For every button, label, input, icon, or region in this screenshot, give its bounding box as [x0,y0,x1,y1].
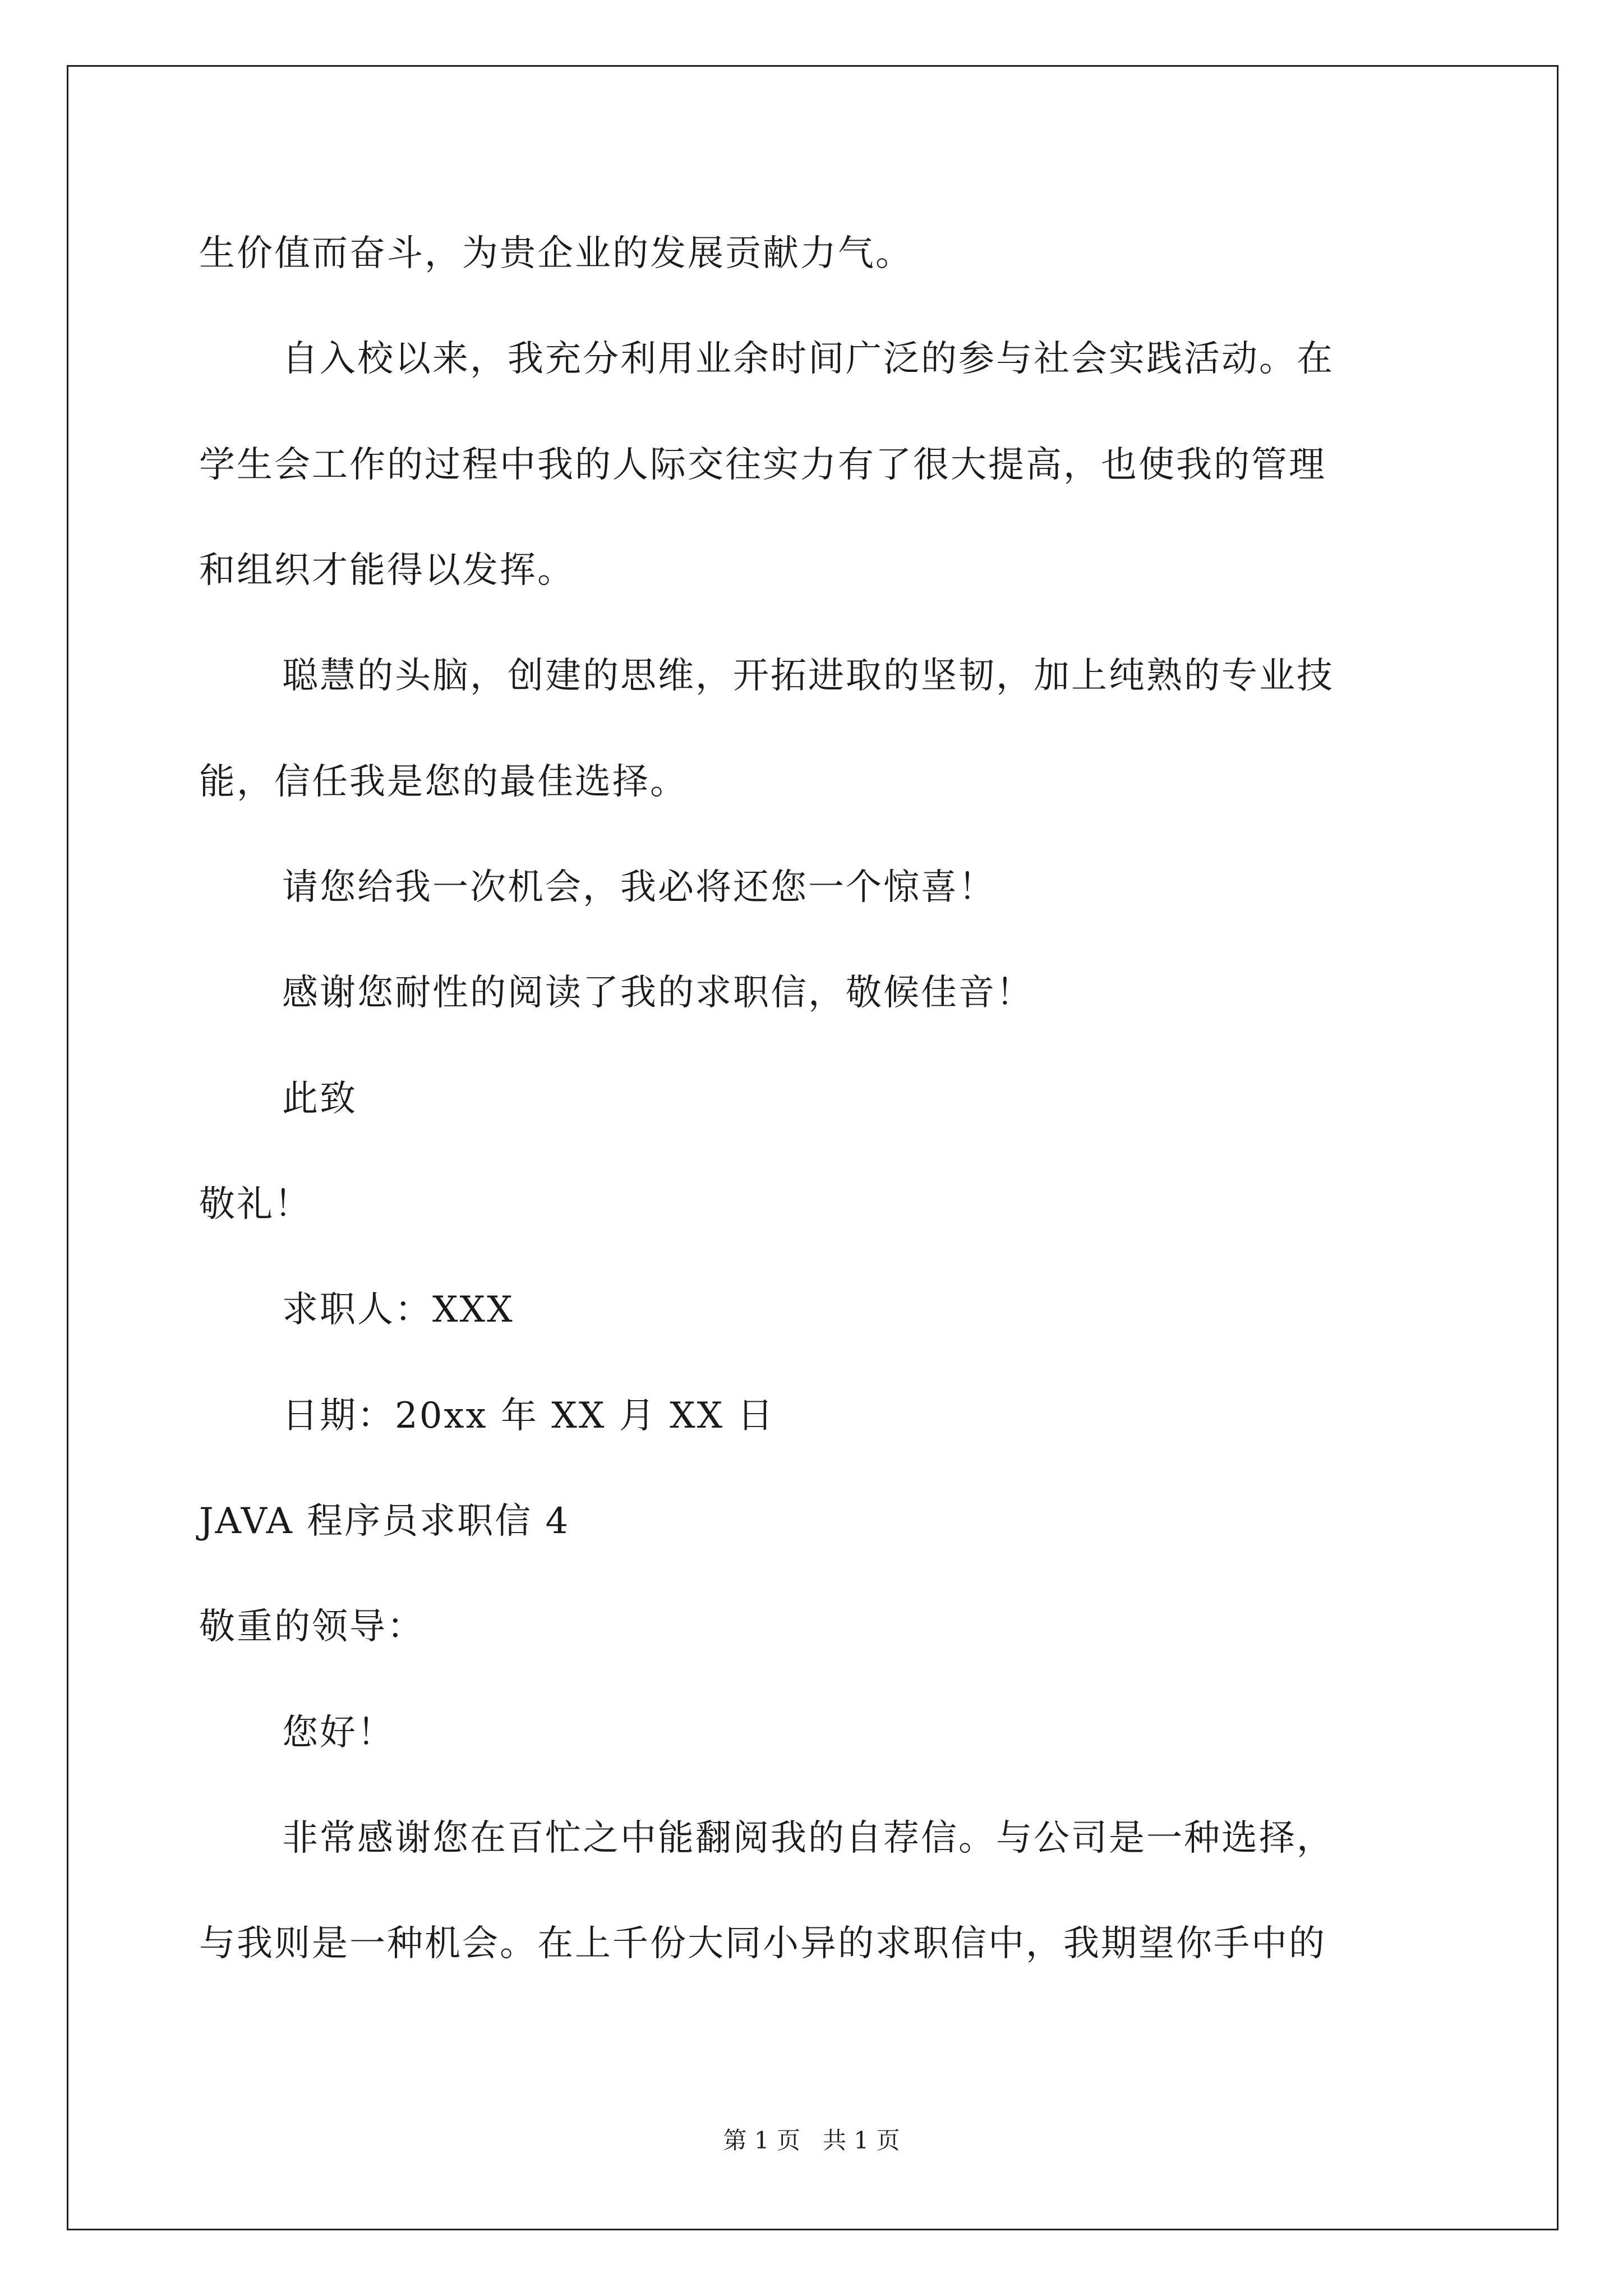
page-number: 第 1 页 共 1 页 [723,2127,900,2154]
text-line: 敬重的领导： [199,1606,425,1648]
page-frame [67,65,1559,2230]
text-line: 非常感谢您在百忙之中能翻阅我的自荐信。与公司是一种选择， [282,1818,1334,1859]
text-line: 敬礼！ [199,1184,312,1225]
text-line: 学生会工作的过程中我的人际交往实力有了很大提高，也使我的管理 [199,444,1326,486]
text-line: 生价值而奋斗，为贵企业的发展贡献力气。 [199,233,913,274]
text-line: 求职人：XXX [282,1289,514,1331]
text-line: 此致 [282,1078,357,1120]
text-line: 请您给我一次机会，我必将还您一个惊喜！ [282,867,996,908]
text-line: 与我则是一种机会。在上千份大同小异的求职信中，我期望你手中的 [199,1923,1326,1964]
section-title: JAVA 程序员求职信 4 [199,1501,570,1542]
text-line: 您好！ [282,1712,395,1754]
text-line: 聪慧的头脑，创建的思维，开拓进取的坚韧，加上纯熟的专业技 [282,655,1334,697]
text-line: 自入校以来，我充分利用业余时间广泛的参与社会实践活动。在 [282,338,1334,380]
text-line: 和组织才能得以发挥。 [199,550,575,591]
text-line: 日期：20xx 年 XX 月 XX 日 [282,1395,775,1437]
text-line: 能，信任我是您的最佳选择。 [199,761,688,803]
text-line: 感谢您耐性的阅读了我的求职信，敬候佳音！ [282,972,1034,1014]
